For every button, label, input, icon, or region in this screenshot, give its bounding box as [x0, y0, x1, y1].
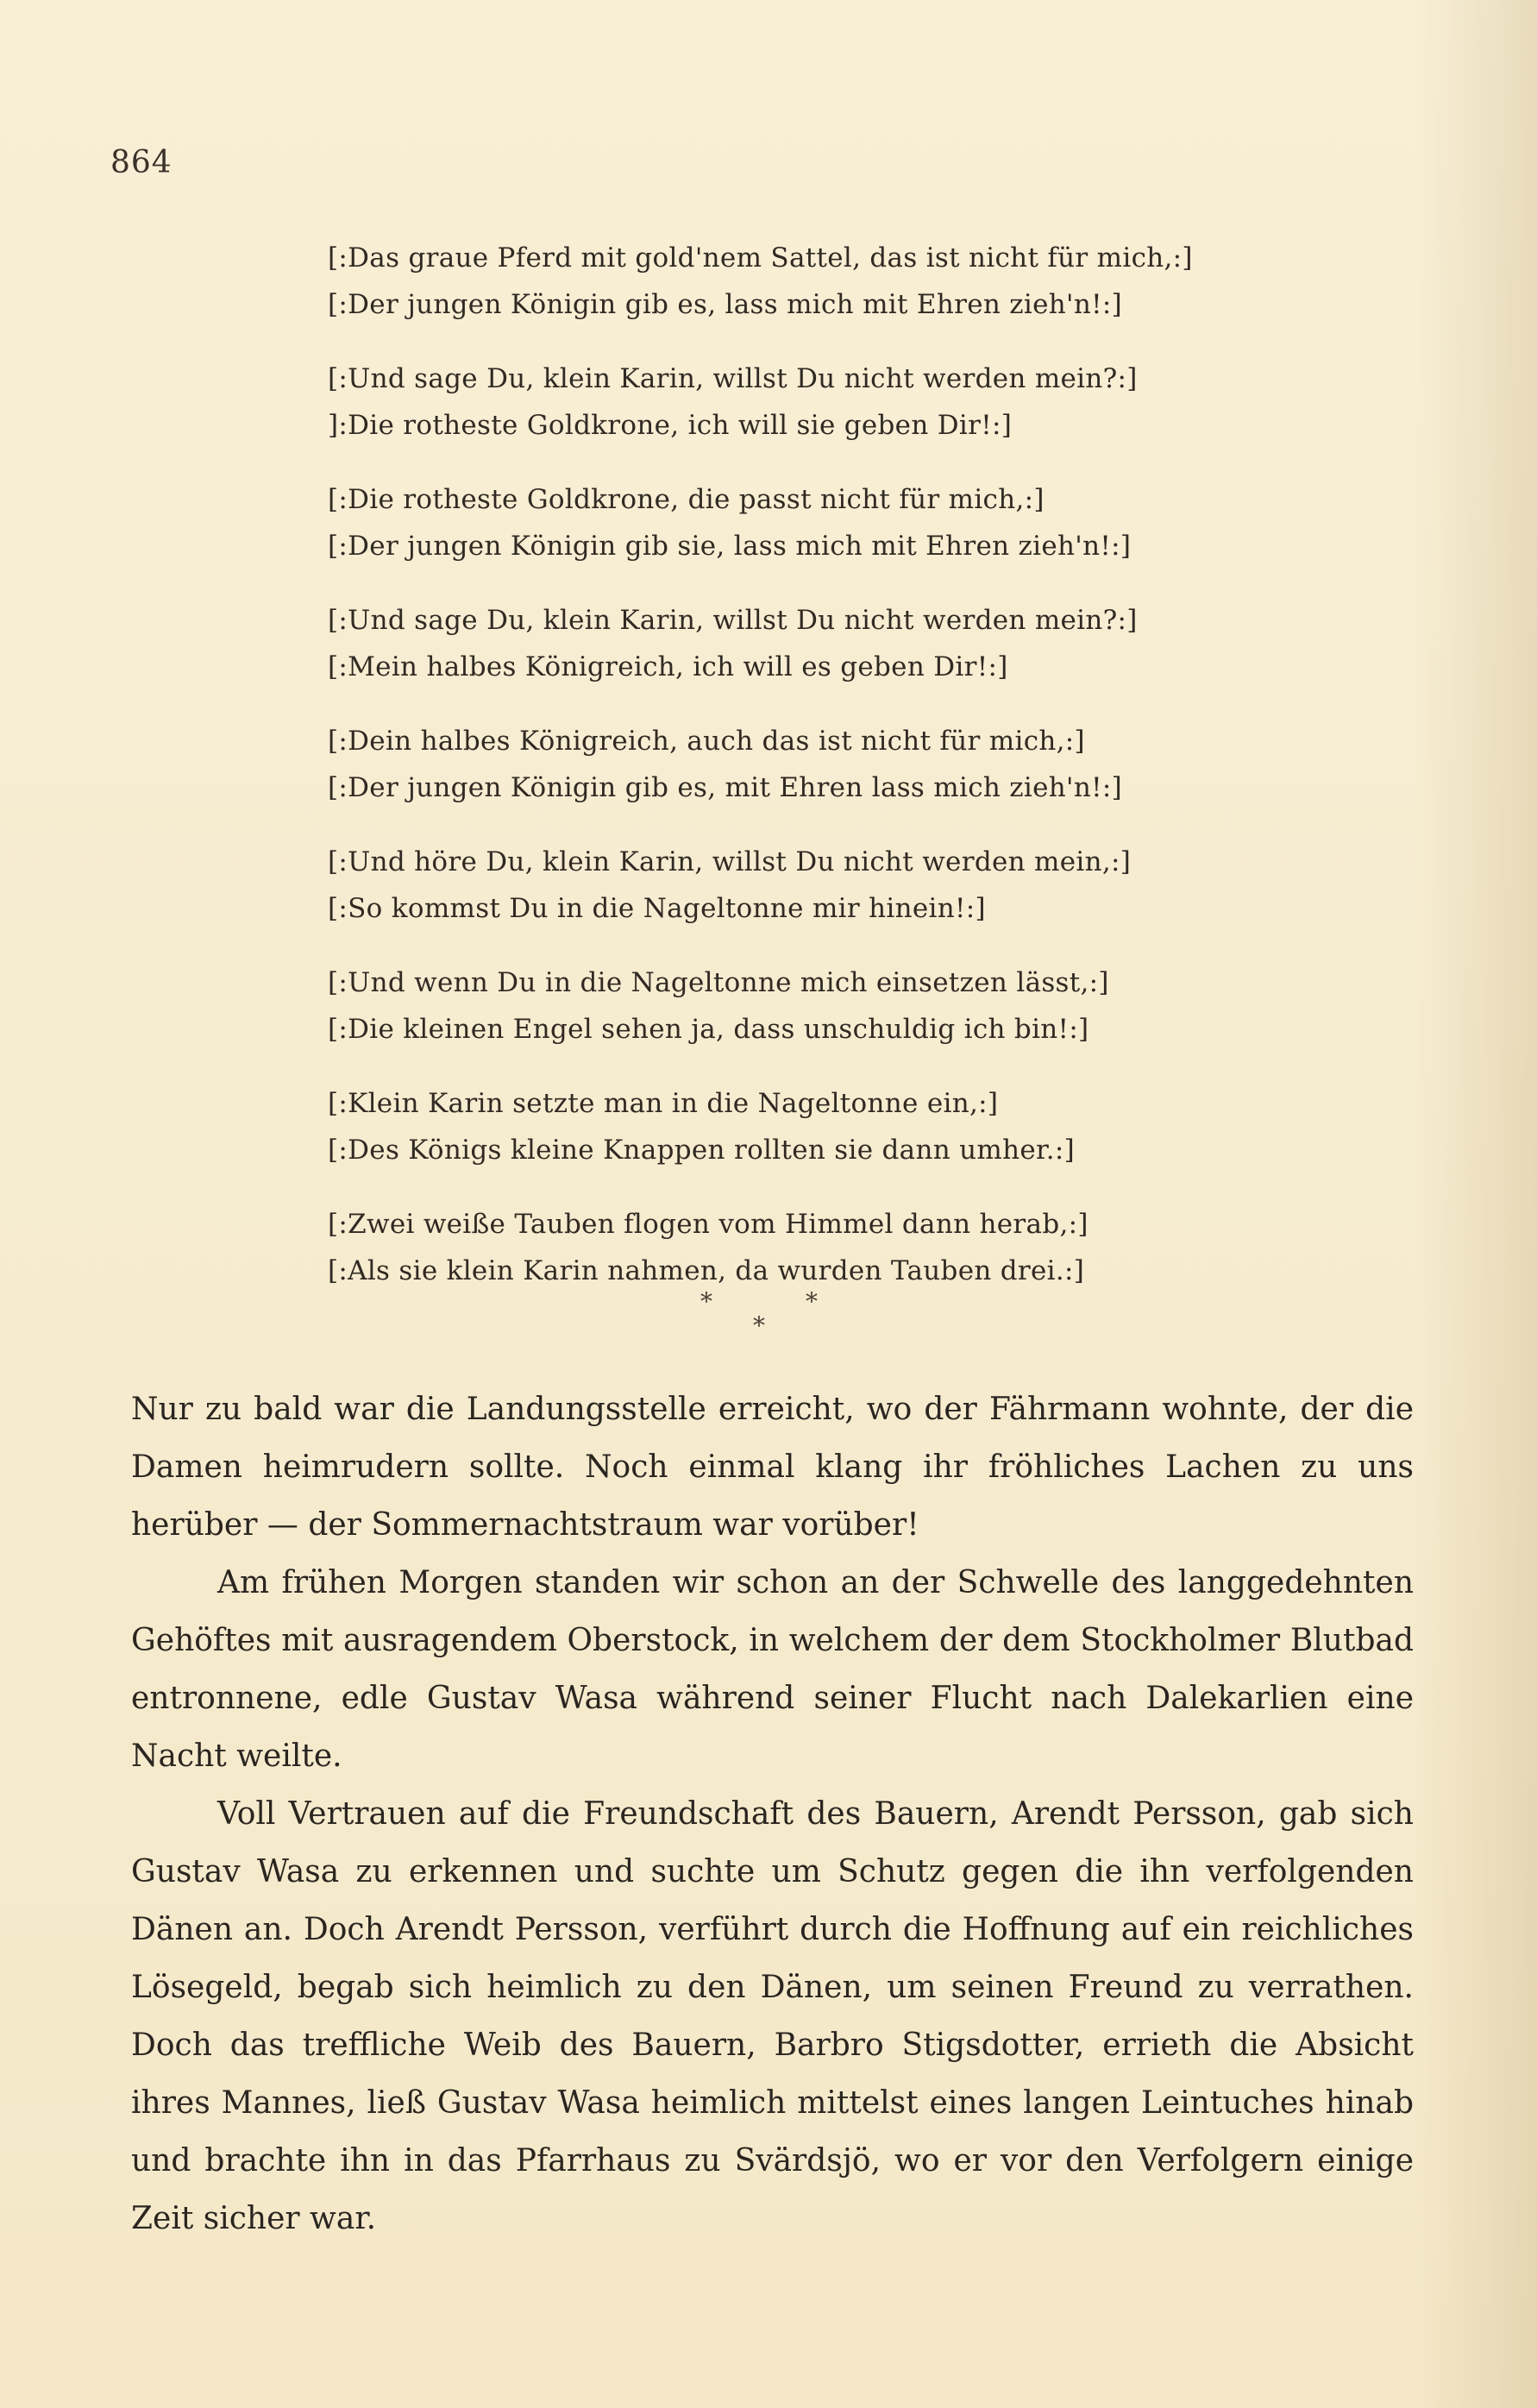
verse-line: [:Die kleinen Engel sehen ja, dass unschuldig ich bin!:] [328, 1014, 1089, 1045]
stanza [328, 1080, 1277, 1173]
verse-line: [:Mein halbes Königreich, ich will es geben Dir!:] [328, 651, 1008, 682]
asterisk-right: * [806, 1287, 818, 1316]
paragraph: Am frühen Morgen standen wir schon an der Schwelle des langgedehnten Gehöftes mit ausragendem Oberstock, in welchem der dem Stockholmer Blutbad entronnene, edle Gustav Wasa während seiner Flucht nach Dalekarlien eine Nacht weilte. [131, 1565, 1414, 1774]
verse-line: [:So kommst Du in die Nageltonne mir hinein!:] [328, 893, 986, 924]
verse-line: [:Und wenn Du in die Nageltonne mich einsetzen lässt,:] [328, 967, 1109, 998]
asterisk-bottom: * [753, 1311, 765, 1340]
verse-line: [:Und sage Du, klein Karin, willst Du nicht werden mein?:] [328, 363, 1138, 394]
verse-line: [:Des Königs kleine Knappen rollten sie dann umher.:] [328, 1135, 1076, 1166]
verse-line: [:Die rotheste Goldkrone, die passt nicht für mich,:] [328, 484, 1045, 515]
paragraph: Voll Vertrauen auf die Freundschaft des Bauern, Arendt Persson, gab sich Gustav Wasa zu erkennen und suchte um Schutz gegen die ihn verfolgenden Dänen an. Doch Arendt Persson, verführt durch die Hoffnung auf ein reichliches Lösegeld, begab sich heimlich zu den Dänen, um seinen Freund zu verrathen. Doch das treffliche Weib des Bauern, Barbro Stigsdotter, errieth die Absicht ihres Mannes, ließ Gustav Wasa heimlich mittelst eines langen Leintuches hinab und brachte ihn in das Pfarrhaus zu Svärdsjö, wo er vor den Verfolgern einige Zeit sicher war. [131, 1796, 1414, 2236]
verse-line: [:Dein halbes Königreich, auch das ist nicht für mich,:] [328, 726, 1085, 757]
verse-line: [:Zwei weiße Tauben flogen vom Himmel dann herab,:] [328, 1209, 1088, 1240]
stanza [328, 597, 1277, 690]
stanza [328, 355, 1277, 449]
verse-line: [:Klein Karin setzte man in die Nageltonne ein,:] [328, 1088, 999, 1119]
stanza [328, 476, 1277, 569]
stanza [328, 1201, 1277, 1294]
verse-line: [:Das graue Pferd mit gold'nem Sattel, das ist nicht für mich,:] [328, 242, 1193, 273]
verse-line: [:Der jungen Königin gib es, mit Ehren lass mich zieh'n!:] [328, 772, 1123, 803]
stanza [328, 959, 1277, 1053]
asterisk-left: * [700, 1287, 712, 1316]
paragraph: Nur zu bald war die Landungsstelle erreicht, wo der Fährmann wohnte, der die Damen heimrudern sollte. Noch einmal klang ihr fröhliches Lachen zu uns herüber — der Sommernachtstraum war vorüber! [131, 1392, 1414, 1543]
poem [328, 235, 1277, 1322]
stanza [328, 235, 1277, 328]
page-number: 864 [110, 145, 173, 180]
verse-line: [:Der jungen Königin gib es, lass mich mit Ehren zieh'n!:] [328, 289, 1123, 320]
verse-line: [:Und höre Du, klein Karin, willst Du nicht werden mein,:] [328, 846, 1132, 877]
verse-line: [:Der jungen Königin gib sie, lass mich mit Ehren zieh'n!:] [328, 531, 1132, 562]
verse-line: ]:Die rotheste Goldkrone, ich will sie geben Dir!:] [328, 410, 1013, 441]
stanza [328, 718, 1277, 811]
verse-line: [:Und sage Du, klein Karin, willst Du nicht werden mein?:] [328, 605, 1138, 636]
prose [131, 1380, 1414, 2248]
stanza [328, 839, 1277, 932]
section-separator [0, 1287, 1537, 1348]
verse-line: [:Als sie klein Karin nahmen, da wurden Tauben drei.:] [328, 1255, 1085, 1286]
